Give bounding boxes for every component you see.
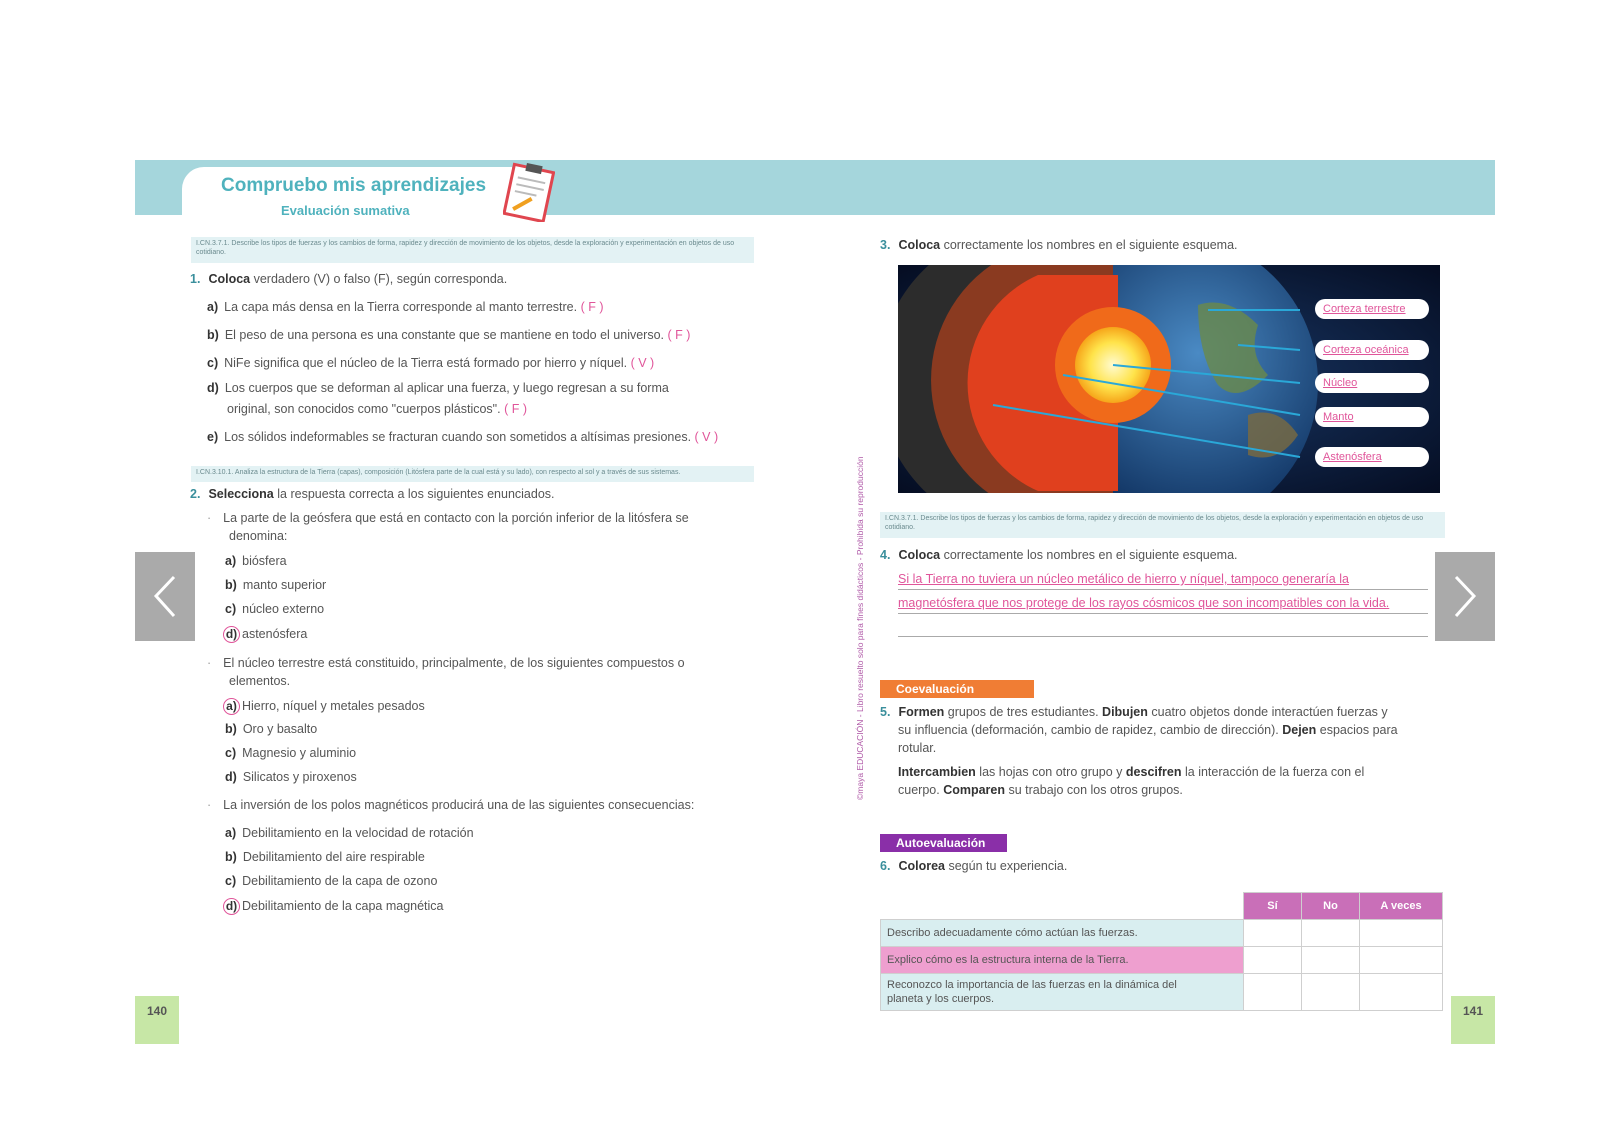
selected-answer-circle: d): [223, 626, 240, 643]
header-a-veces: A veces: [1360, 893, 1443, 920]
q2-group2-stem: · El núcleo terrestre está constituido, principalmente, de los siguientes compuestos o: [207, 656, 685, 670]
next-page-button[interactable]: [1435, 552, 1495, 641]
previous-page-button[interactable]: [135, 552, 195, 641]
chevron-right-icon: [1450, 574, 1480, 619]
q2-g3-opt-b: b) Debilitamiento del aire respirable: [225, 850, 425, 864]
q2-g1-opt-d: d) astenósfera: [223, 626, 307, 643]
q2-group2-stem-cont: elementos.: [229, 674, 291, 688]
table-row: Reconozco la importancia de las fuerzas en la dinámica del planeta y los cuerpos.: [881, 974, 1443, 1011]
vertical-copyright: ©maya EDUCACIÓN - Libro resuelto solo para fines didácticos - Prohibida su reproducción: [855, 456, 865, 800]
q2-group1-stem-cont: denomina:: [229, 529, 288, 543]
q2-g2-opt-a: a) Hierro, níquel y metales pesados: [223, 698, 425, 715]
standard-bar-1: I.CN.3.7.1. Describe los tipos de fuerzas y los cambios de forma, rapidez y dirección de movimiento de los objetos, desde la exploración y experimentación en objetos de uso cotidiano.: [191, 237, 754, 263]
q1-item-a: a) La capa más densa en la Tierra corresponde al manto terrestre. ( F ): [207, 300, 604, 314]
label-nucleo: Núcleo: [1315, 373, 1429, 393]
question-5-line1: 5. Formen grupos de tres estudiantes. Dibujen cuatro objetos donde interactúen fuerzas y: [880, 705, 1388, 719]
question-3: 3. Coloca correctamente los nombres en el siguiente esquema.: [880, 238, 1238, 252]
label-astenosfera: Astenósfera: [1315, 447, 1429, 467]
q2-g3-opt-c: c) Debilitamiento de la capa de ozono: [225, 874, 438, 888]
q2-g3-opt-a: a) Debilitamiento en la velocidad de rotación: [225, 826, 474, 840]
page-subtitle: Evaluación sumativa: [281, 203, 410, 218]
q1-item-e: e) Los sólidos indeformables se fracturan cuando son sometidos a altísimas presiones. ( V ): [207, 430, 719, 444]
answer-underline-2: [898, 613, 1428, 614]
q4-answer-line-1: Si la Tierra no tuviera un núcleo metálico de hierro y níquel, tampoco generaría la: [898, 572, 1349, 586]
q2-g2-opt-b: b) Oro y basalto: [225, 722, 318, 736]
q2-g3-opt-d: d) Debilitamiento de la capa magnética: [223, 898, 444, 915]
question-6: 6. Colorea según tu experiencia.: [880, 859, 1068, 873]
answer-underline-1: [898, 589, 1428, 590]
autoevaluacion-badge: Autoevaluación: [880, 834, 1007, 852]
question-5-line3: rotular.: [898, 741, 937, 755]
table-row: Describo adecuadamente cómo actúan las fuerzas.: [881, 920, 1443, 947]
selected-answer-circle: a): [223, 698, 240, 715]
clipboard-icon: [503, 162, 555, 222]
answer-underline-3: [898, 636, 1428, 637]
question-5-line2: su influencia (deformación, cambio de rapidez, cambio de dirección). Dejen espacios para: [898, 723, 1398, 737]
label-corteza-terrestre: Corteza terrestre: [1315, 299, 1429, 319]
question-5-para2-line1: Intercambien las hojas con otro grupo y descifren la interacción de la fuerza con el: [898, 765, 1365, 779]
page-number-right: 141: [1451, 996, 1495, 1044]
question-4: 4. Coloca correctamente los nombres en el siguiente esquema.: [880, 548, 1238, 562]
q1-item-d: d) Los cuerpos que se deforman al aplicar una fuerza, y luego regresan a su forma: [207, 381, 669, 395]
question-2: 2. Selecciona la respuesta correcta a los siguientes enunciados.: [190, 487, 555, 501]
q2-g2-opt-d: d) Silicatos y piroxenos: [225, 770, 357, 784]
question-5-para2-line2: cuerpo. Comparen su trabajo con los otros grupos.: [898, 783, 1183, 797]
label-corteza-oceanica: Corteza oceánica: [1315, 340, 1429, 360]
page-title: Compruebo mis aprendizajes: [221, 175, 487, 196]
earth-layers-diagram: [898, 265, 1440, 493]
self-evaluation-table: [880, 892, 1443, 1011]
question-1: 1. Coloca verdadero (V) o falso (F), según corresponda.: [190, 272, 508, 286]
coevaluacion-badge: Coevaluación: [880, 680, 1034, 698]
q2-group1-stem: · La parte de la geósfera que está en contacto con la porción inferior de la litósfera se: [207, 511, 689, 525]
selected-answer-circle: d): [223, 898, 240, 915]
page-number-left: 140: [135, 996, 179, 1044]
q1-item-b: b) El peso de una persona es una constante que se mantiene en todo el universo. ( F ): [207, 328, 691, 342]
q1-item-c: c) NiFe significa que el núcleo de la Tierra está formado por hierro y níquel. ( V ): [207, 356, 655, 370]
standard-bar-3: I.CN.3.7.1. Describe los tipos de fuerzas y los cambios de forma, rapidez y dirección de movimiento de los objetos, desde la exploración y experimentación en objetos de uso cotidiano.: [880, 512, 1445, 538]
standard-bar-2: I.CN.3.10.1. Analiza la estructura de la Tierra (capas), composición (Litósfera parte de la cual está y su lado), con respecto al sol y a través de sus sistemas.: [191, 466, 754, 482]
header-si: Sí: [1244, 893, 1302, 920]
label-manto: Manto: [1315, 407, 1429, 427]
q2-g1-opt-c: c) núcleo externo: [225, 602, 325, 616]
header-no: No: [1302, 893, 1360, 920]
q4-answer-line-2: magnetósfera que nos protege de los rayos cósmicos que son incompatibles con la vida.: [898, 596, 1390, 610]
table-row: Explico cómo es la estructura interna de la Tierra.: [881, 947, 1443, 974]
q2-g1-opt-a: a) biósfera: [225, 554, 287, 568]
chevron-left-icon: [150, 574, 180, 619]
q2-g2-opt-c: c) Magnesio y aluminio: [225, 746, 357, 760]
q2-g1-opt-b: b) manto superior: [225, 578, 327, 592]
q1-item-d-cont: original, son conocidos como "cuerpos plásticos". ( F ): [227, 402, 528, 416]
q2-group3-stem: · La inversión de los polos magnéticos producirá una de las siguientes consecuencias:: [207, 798, 695, 812]
